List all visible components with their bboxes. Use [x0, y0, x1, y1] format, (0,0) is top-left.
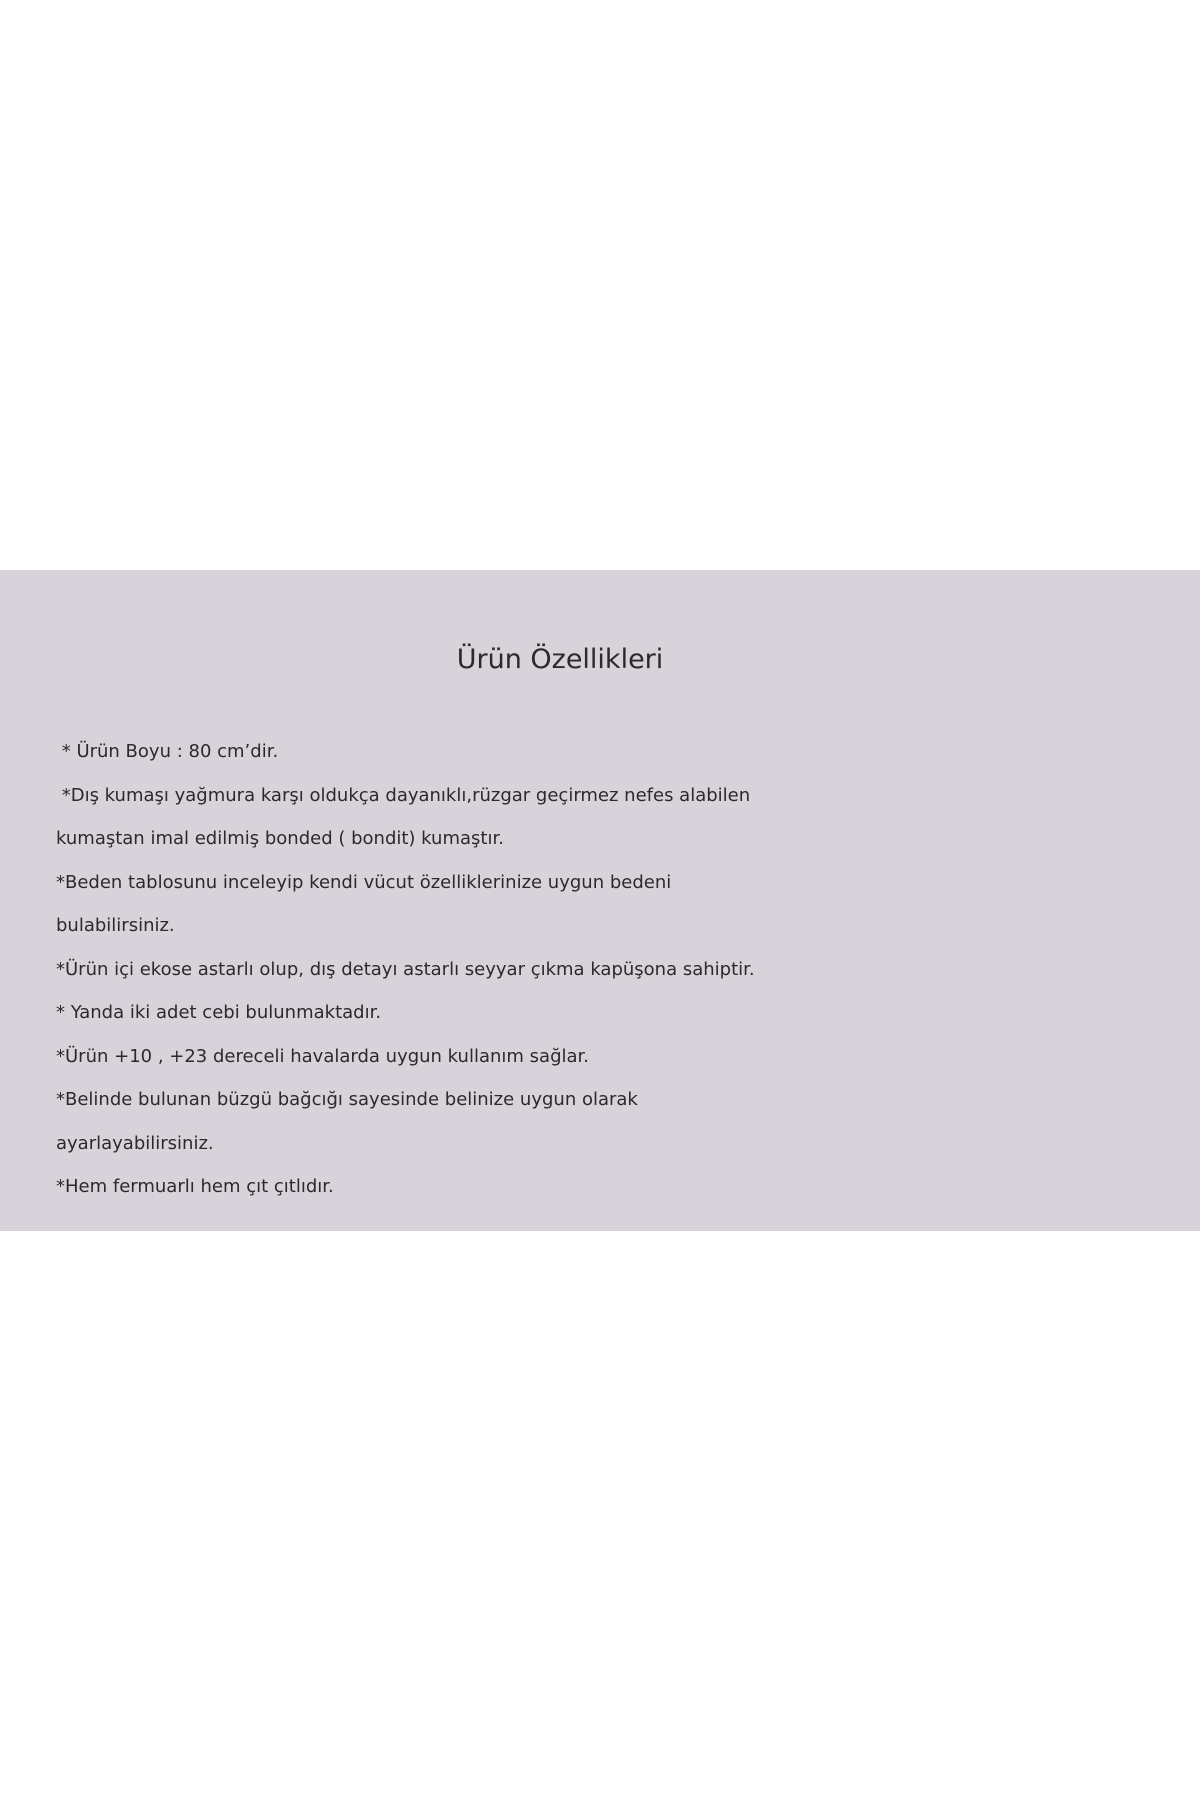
product-features-list [56, 730, 1196, 1209]
feature-line-size-2: bulabilirsiniz. [56, 915, 175, 936]
feature-line-pockets: * Yanda iki adet cebi bulunmaktadır. [56, 1002, 382, 1023]
feature-line-closure: *Hem fermuarlı hem çıt çıtlıdır. [56, 1176, 334, 1197]
feature-line-fabric-2: kumaştan imal edilmiş bonded ( bondit) kumaştır. [56, 828, 504, 849]
feature-line-size-1: *Beden tablosunu inceleyip kendi vücut özelliklerinize uygun bedeni [56, 871, 672, 893]
feature-line-lining: *Ürün içi ekose astarlı olup, dış detayı astarlı seyyar çıkma kapüşona sahiptir. [56, 958, 755, 980]
product-features-title: Ürün Özellikleri [456, 644, 664, 675]
feature-line-temperature: *Ürün +10 , +23 dereceli havalarda uygun kullanım sağlar. [56, 1045, 589, 1067]
feature-line-length: * Ürün Boyu : 80 cm’dir. [56, 741, 279, 762]
feature-line-waist-2: ayarlayabilirsiniz. [56, 1132, 214, 1154]
feature-line-waist-1: *Belinde bulunan büzgü bağcığı sayesinde belinize uygun olarak [56, 1089, 638, 1110]
product-features-panel [0, 570, 1200, 1231]
feature-line-fabric-1: *Dış kumaşı yağmura karşı oldukça dayanıklı,rüzgar geçirmez nefes alabilen [56, 784, 751, 806]
